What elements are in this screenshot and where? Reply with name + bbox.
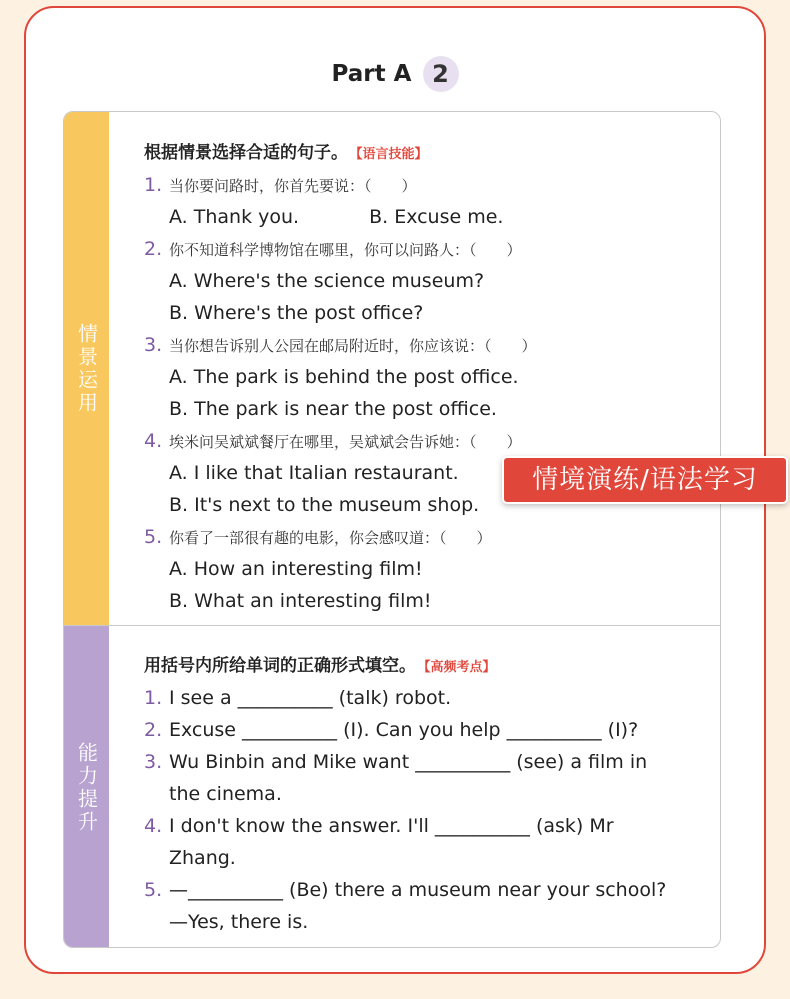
option-b[interactable]: B. Excuse me. — [369, 206, 504, 228]
question-text[interactable]: Excuse __________ (I). Can you help __________ (I)? — [169, 719, 639, 741]
section2-tag: 【高频考点】 — [424, 660, 496, 675]
section2-instruction: 用括号内所给单词的正确形式填空。 — [144, 656, 416, 676]
question-1 — [144, 169, 704, 201]
question-text-continued: Zhang. — [169, 847, 236, 869]
question-text: 埃米问吴斌斌餐厅在哪里，吴斌斌会告诉她：（ ） — [169, 433, 522, 451]
option-a[interactable]: A. The park is behind the post office. — [169, 366, 519, 388]
option-a[interactable]: A. Thank you. — [169, 206, 300, 228]
question-text[interactable]: —__________ (Be) there a museum near your school? — [169, 879, 667, 901]
question-text[interactable]: I see a __________ (talk) robot. — [169, 687, 452, 709]
question-text[interactable]: I don't know the answer. I'll __________ (ask) Mr — [169, 815, 614, 837]
side-label-scenario — [64, 112, 109, 625]
side-label-ability-text: 能力提升 — [74, 741, 99, 834]
question-number: 2. — [144, 238, 163, 260]
section1-instruction: 根据情景选择合适的句子。 — [144, 143, 348, 163]
fill-question-1 — [144, 682, 704, 714]
question-text: 你不知道科学博物馆在哪里，你可以问路人：（ ） — [169, 241, 522, 259]
page-header — [26, 54, 764, 94]
option-b[interactable]: B. It's next to the museum shop. — [169, 494, 480, 516]
question-number: 3. — [144, 751, 163, 773]
question-text: 你看了一部很有趣的电影，你会感叹道：（ ） — [169, 529, 492, 547]
section2-instruction-line — [144, 650, 704, 682]
option-b[interactable]: B. Where's the post office? — [169, 302, 424, 324]
question-number: 3. — [144, 334, 163, 356]
part-number-badge: 2 — [423, 56, 459, 92]
question-text-continued: the cinema. — [169, 783, 282, 805]
question-text[interactable]: Wu Binbin and Mike want __________ (see) a film in — [169, 751, 648, 773]
fill-question-3 — [144, 746, 704, 778]
fill-question-5 — [144, 874, 704, 906]
side-label-ability — [64, 625, 109, 948]
section1-tag: 【语言技能】 — [356, 147, 428, 162]
question-number: 5. — [144, 526, 163, 548]
question-2 — [144, 233, 704, 265]
question-number: 5. — [144, 879, 163, 901]
exercise-box — [63, 111, 721, 948]
option-a[interactable]: A. How an interesting film! — [169, 558, 423, 580]
option-b[interactable]: B. The park is near the post office. — [169, 398, 497, 420]
fill-question-2 — [144, 714, 704, 746]
side-label-scenario-text: 情景运用 — [74, 322, 99, 415]
question-1-options — [144, 201, 704, 233]
feature-ribbon: 情境演练/语法学习 — [502, 456, 788, 504]
section-divider — [109, 625, 721, 626]
question-text: 当你要问路时，你首先要说：（ ） — [169, 177, 417, 195]
question-3 — [144, 329, 704, 361]
question-number: 2. — [144, 719, 163, 741]
section-situational — [144, 137, 704, 617]
question-number: 4. — [144, 430, 163, 452]
question-4 — [144, 425, 704, 457]
option-b[interactable]: B. What an interesting film! — [169, 590, 432, 612]
question-number: 1. — [144, 174, 163, 196]
option-a[interactable]: A. Where's the science museum? — [169, 270, 485, 292]
section1-instruction-line — [144, 137, 704, 169]
question-number: 1. — [144, 687, 163, 709]
fill-question-4 — [144, 810, 704, 842]
part-title: Part A — [331, 61, 412, 87]
question-text: 当你想告诉别人公园在邮局附近时，你应该说：（ ） — [169, 337, 537, 355]
question-5 — [144, 521, 704, 553]
question-number: 4. — [144, 815, 163, 837]
section-ability — [144, 650, 704, 938]
question-text-continued: —Yes, there is. — [169, 911, 309, 933]
option-a[interactable]: A. I like that Italian restaurant. — [169, 462, 459, 484]
